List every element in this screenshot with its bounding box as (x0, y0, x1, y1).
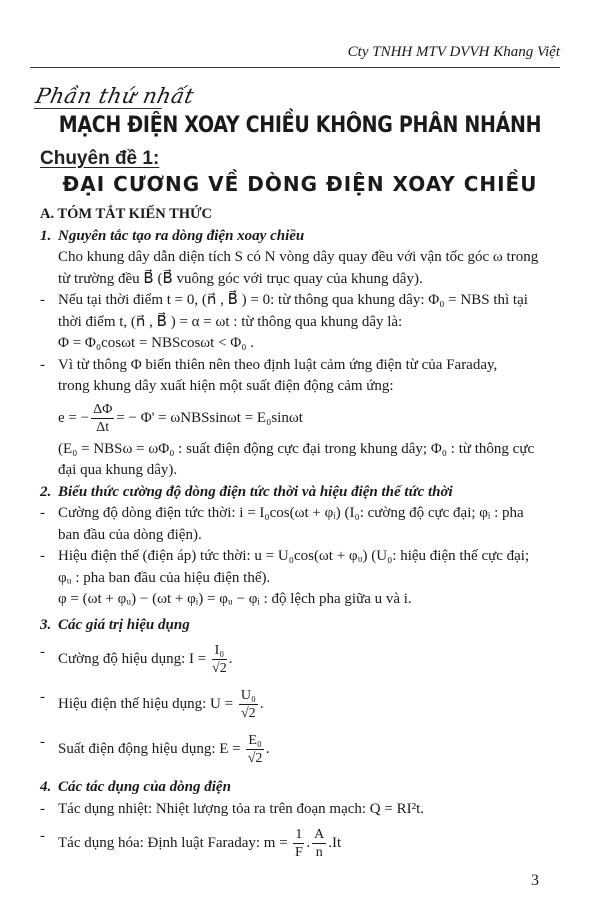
paragraph: Cho khung dây dẫn diện tích S có N vòng dây quay đều với vận tốc góc ω trong (58, 249, 539, 265)
body-content (40, 204, 550, 861)
topic-label: Chuyên đề 1: (40, 148, 160, 169)
section-a-heading: A. TÓM TẮT KIẾN THỨC (40, 206, 213, 222)
section-4-heading: 4. Các tác dụng của dòng điện (40, 779, 231, 795)
section-3-heading: 3. Các giá trị hiệu dụng (40, 616, 190, 633)
paragraph: trong khung dây xuất hiện một suất điện động cảm ứng: (58, 378, 394, 394)
fraction: $\frac{\text{U₀}}{√2}$ (240, 688, 256, 721)
paragraph: thời điểm t, (n⃗ , B⃗ ) = α = ωt : từ thông qua khung dây là: (58, 313, 403, 330)
page-number: 3 (531, 872, 539, 889)
fraction: $\frac{\Delta\Phi}{\Delta t}$ (93, 401, 113, 435)
bullet-item: - Cường độ hiệu dụng: I = $\frac{\text{I₀}}{√2}$ . (40, 642, 550, 677)
bullet-item: - Tác dụng hóa: Định luật Faraday: m = $\frac{1}{F}$ . $\frac{A}{n}$ .It (40, 826, 550, 861)
bullet-item: - Tác dụng nhiệt: Nhiệt lượng tỏa ra trên đoạn mạch: Q = RI²t. (40, 799, 550, 821)
part-underline (34, 108, 162, 109)
fraction: $\frac{A}{n}$ (314, 827, 325, 860)
main-title: MẠCH ĐIỆN XOAY CHIỀU KHÔNG PHÂN NHÁNH (58, 112, 542, 138)
paragraph: φᵤ : pha ban đầu của hiệu điện thế). (58, 569, 271, 586)
fraction: $\frac{\text{E₀}}{√2}$ (247, 733, 263, 766)
fraction: $\frac{\text{I₀}}{√2}$ (212, 643, 227, 676)
paragraph: từ trường đều B⃗ (B⃗ vuông góc với trục quay của khung dây). (58, 270, 423, 287)
paragraph: (E₀ = NBSω = ωΦ₀ : suất điện động cực đại trong khung dây; Φ₀ : từ thông cực (58, 440, 535, 457)
bullet-item: - Vì từ thông Φ biến thiên nên theo định luật cảm ứng điện từ của Faraday, (40, 355, 550, 377)
bullet-item: - Cường độ dòng điện tức thời: i = I₀cos(ωt + φᵢ) (I₀: cường độ cực đại; φᵢ : pha (40, 503, 550, 525)
section-1-heading: 1. Nguyên tắc tạo ra dòng điện xoay chiều (40, 227, 305, 244)
emf-formula: e = − $\frac{\Delta\Phi}{\Delta t}$ = − Φ' = ωNBSsinωt = E₀sinωt (58, 401, 303, 435)
formula-line: Φ = Φ₀cosωt = NBScosωt < Φ₀ . (58, 335, 254, 351)
topic-title: ĐẠI CƯƠNG VỀ DÒNG ĐIỆN XOAY CHIỀU (62, 172, 538, 196)
bullet-item: - Hiệu điện thế hiệu dụng: U = $\frac{\text{U₀}}{√2}$ . (40, 687, 550, 722)
fraction: $\frac{1}{F}$ (295, 827, 303, 860)
bullet-item: - Suất điện động hiệu dụng: E = $\frac{\text{E₀}}{√2}$ . (40, 732, 550, 767)
section-2-heading: 2. Biểu thức cường độ dòng điện tức thời và hiệu điện thế tức thời (40, 483, 453, 500)
part-label: Phần thứ nhất (33, 84, 197, 108)
formula-line: φ = (ωt + φᵤ) − (ωt + φᵢ) = φᵤ − φᵢ : độ lệch pha giữa u và i. (58, 591, 412, 607)
paragraph: đại qua khung dây). (58, 462, 178, 478)
paragraph: ban đầu của dòng điện). (58, 526, 202, 543)
bullet-item: - Hiệu điện thế (điện áp) tức thời: u = U₀cos(ωt + φᵤ) (U₀: hiệu điện thế cực đại; (40, 546, 550, 568)
bullet-item: - Nếu tại thời điểm t = 0, (n⃗ , B⃗ ) = 0: từ thông qua khung dây: Φ₀ = NBS thì tại (40, 290, 550, 312)
running-header: Cty TNHH MTV DVVH Khang Việt (30, 44, 560, 68)
